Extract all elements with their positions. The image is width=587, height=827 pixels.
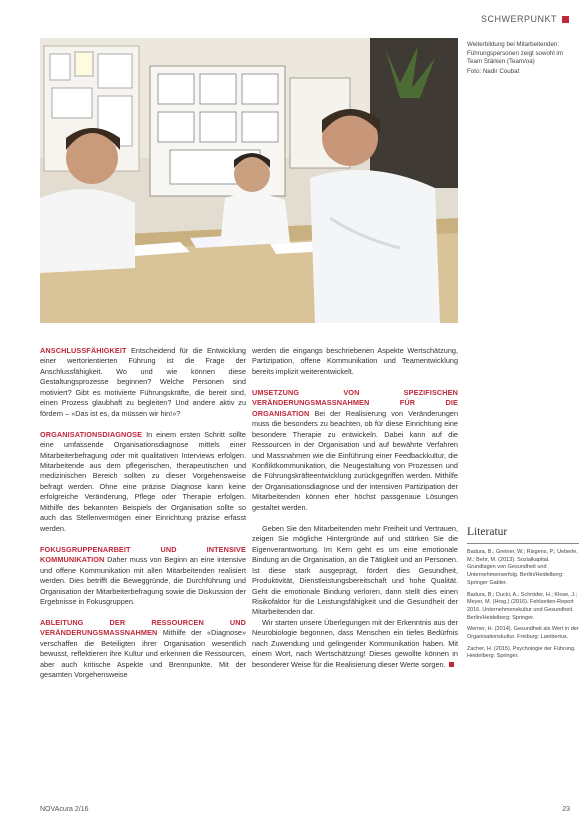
literature-entry: Badura, B.; Ducki, A.; Schröder, H.; Klose, J.; Meyer, M. (Hrsg.) (2016). Fehlzeiten-Report 2016. Unternehmenskultur und Gesundheit. Berlin/Heidelberg: Springer. (467, 591, 578, 621)
paragraph-text: Wir starten unsere Überlegungen mit der Erkenntnis aus der Neurobiologie begonnen, dass Menschen ein tiefes Bedürfnis nach Zuwendung und gelingender Kommunikation haben. Mit einem Wort, nach Wertschätzung! Dieses gewollte können in besonderer Weise für die Realisierung dieser Werte sorgen. (252, 617, 458, 669)
section-label: SCHWERPUNKT (480, 14, 557, 24)
paragraph-heading: ORGANISATIONSDIAGNOSE (40, 429, 143, 439)
paragraph (40, 430, 246, 535)
paragraph (252, 524, 458, 618)
paragraph (40, 346, 246, 419)
footer-publication: NOVAcura 2/16 (40, 806, 89, 813)
section-header (481, 14, 569, 24)
literature-entry: Zacher, H. (2015). Psychologie der Führung. Heidelberg: Springer. (467, 645, 576, 660)
paragraph-text: Bei der Realisierung von Veränderungen muss die besonders zu beachten, ob für diese Einrichtung eine besondere Therapie zu entwickeln. Dabei kann auf die Ressourcen in der Organisation und auf bewährte Verfahren und Massnahmen wie die Einführung einer Feedbackkultur, die Konfliktkommunikation, die Neugestaltung von Prozessen und die Führungskräfteentwicklung zurückgegriffen werden. Mithilfe der Organisationsdiagnose und der intensiven Partizipation der Mitarbeitenden können eher höchst passgenaue Lösungen gestaltet werden. (252, 408, 459, 512)
caption-credit: Foto: Nadir Coubat (467, 67, 520, 75)
text-column-middle (252, 346, 458, 681)
literature-title: Literatur (467, 526, 579, 544)
caption-text: Weiterbildung bei Mitarbeitenden: Führungspersonen zeigt sowohl im Team Stärken (Team/oa) (467, 41, 563, 66)
paragraph-text: In einem ersten Schritt sollte eine umfassende Organisationsdiagnose mittels einer Mitarbeiterbefragung oder mit qualitativen Interviews erfolgen. Mitarbeitende aus dem pflegerischen, therapeutischen und medizinischen Bereich sollten zu dieser Vorgehensweise befragt werden. Ohne eine präzise Diagnose kann keine erfolgreiche Veränderung, Pflege oder Therapie erfolgen. Mithilfe des bekannten Beispiels der Organisation sollte so auch das Stellenvermögen einer Einrichtung präzise erfasst werden. (40, 429, 246, 533)
photo-illustration (40, 38, 458, 323)
literature-entry: Badura, B.; Greiner, W.; Rixgens, P.; Ueberle, M.; Behr, M. (2013). Sozialkapital. Grundlagen von Gesundheit und Unternehmenserfolg. Berlin/Heidelberg: Springer Gabler. (467, 549, 578, 586)
literature-box (467, 526, 579, 665)
article-photo (40, 38, 458, 323)
page-number: 23 (562, 806, 570, 813)
paragraph-text: Daher muss von Beginn an eine intensive und offene Kommunikation mit allen Mitarbeitenden realisiert werden. Dies betrifft die Beweggründe, die Durchführung und Organisation der Mitarbeiterbefragung sowie die Diskussion der Ergebnisse in Fokusgruppen. (40, 555, 247, 606)
photo-caption (467, 41, 572, 76)
end-mark (449, 662, 454, 667)
paragraph (40, 545, 246, 608)
paragraph (252, 346, 458, 377)
paragraph-heading: FOKUSGRUPPENARBEIT UND INTENSIVE KOMMUNIKATION (40, 544, 246, 565)
paragraph-heading: ANSCHLUSSFÄHIGKEIT (40, 346, 127, 355)
paragraph (40, 618, 246, 681)
paragraph-text: Entscheidend für die Entwicklung einer wertorientierten Führung ist die Frage der Anschlussfähigkeit. Wo und wie können diese Gestaltungsprozesse beginnen? Welche Personen sind motiviert? Gibt es motivierte Führungskräfte, die bereit sind, einen Prozess glaubhaft zu begleiten? Und andere aktiv zu fördern – «Das ist es, da müssen wir hin!»? (40, 346, 246, 418)
paragraph-text: werden die eingangs beschriebenen Aspekte Wertschätzung, Partizipation, offene Kommunikation und Teamentwicklung bereits implizit weiterentwickelt. (252, 346, 458, 376)
paragraph (252, 618, 458, 670)
paragraph-text: Mithilfe der «Diagnose» verschaffen die Beteiligten ihrer Organisation wesentlich bewusst, reflektieren ihre Kultur und erkennen die Ressourcen, aber auch kritische Aspekte und Brennpunkte. Mit der gesamten Vorgehensweise (40, 628, 246, 680)
section-marker (562, 16, 569, 23)
literature-entry: Werner, H. (2014). Gesundheit als Wert in der Organisationskultur. Freiburg: Lambertus. (467, 626, 579, 641)
text-column-left (40, 346, 246, 691)
paragraph-heading: UMSETZUNG VON SPEZIFISCHEN VERÄNDERUNGSMASSNAHMEN FÜR DIE ORGANISATION (252, 387, 458, 418)
paragraph (252, 388, 458, 513)
paragraph-heading: ABLEITUNG DER RESSOURCEN UND VERÄNDERUNGSMASSNAHMEN (40, 617, 246, 638)
paragraph-text: Geben Sie den Mitarbeitenden mehr Freiheit und Vertrauen, zeigen Sie mögliche Hintergründe auf und stärken Sie die Eigenverantwortung. Im Kern geht es um eine emotionale Bindung an die Organisation, an die Tätigkeit und an Personen. Ist diese stark ausgeprägt, fördert dies Gesundheit, Produktivität, Dienstleistungsbereitschaft und hohe Qualität. Geht die emotionale Bindung verloren, dann stellt dies einen Risikofaktor für die Leistungsfähigkeit und die Gesundheit der Mitarbeitenden dar. (252, 523, 458, 617)
